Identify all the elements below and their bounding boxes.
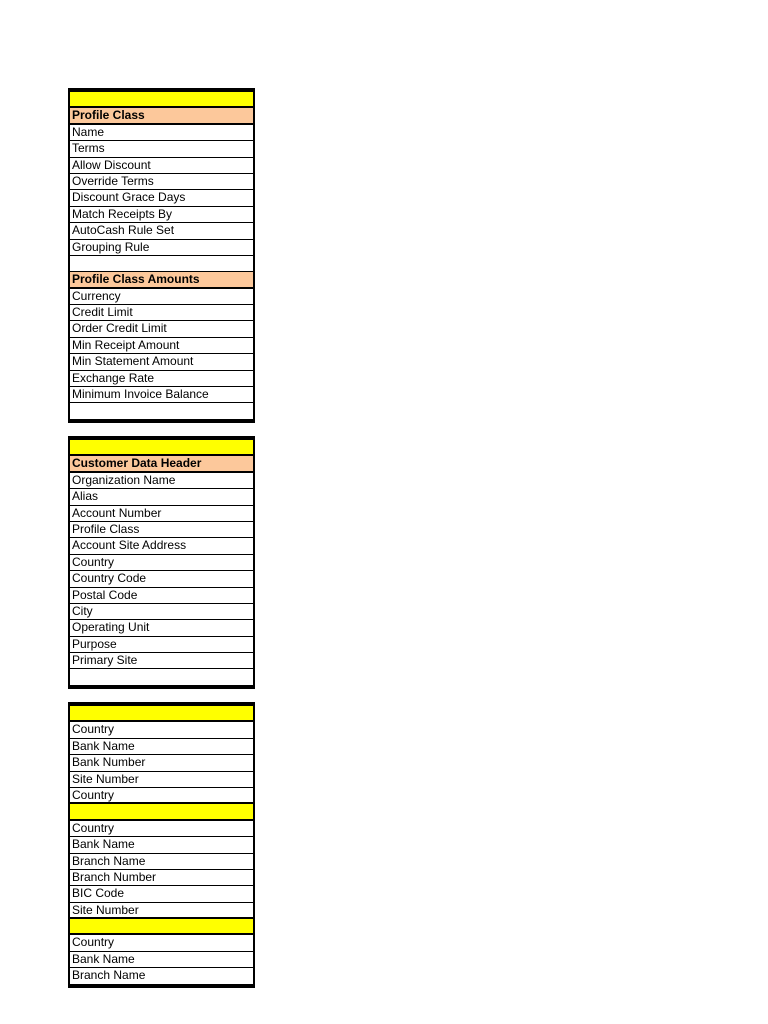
customer-data-table <box>68 436 255 689</box>
blank-cell[interactable] <box>70 256 253 272</box>
field-cell[interactable]: Site Number <box>70 903 253 919</box>
field-cell[interactable]: AutoCash Rule Set <box>70 223 253 239</box>
field-cell[interactable]: Country <box>70 821 253 837</box>
field-cell[interactable]: Discount Grace Days <box>70 190 253 206</box>
profile-class-amounts-header: Profile Class Amounts <box>70 272 253 288</box>
field-cell[interactable]: Credit Limit <box>70 305 253 321</box>
field-cell[interactable]: Minimum Invoice Balance <box>70 387 253 403</box>
field-cell[interactable]: Name <box>70 125 253 141</box>
yellow-band <box>70 92 253 108</box>
field-cell[interactable]: Site Number <box>70 772 253 788</box>
field-cell[interactable]: Organization Name <box>70 473 253 489</box>
field-cell[interactable]: Bank Number <box>70 755 253 771</box>
blank-cell[interactable] <box>70 669 253 685</box>
field-cell[interactable]: Country <box>70 935 253 951</box>
field-cell[interactable]: Account Number <box>70 506 253 522</box>
field-cell[interactable]: Min Statement Amount <box>70 354 253 370</box>
yellow-band <box>70 706 253 722</box>
field-cell[interactable]: Currency <box>70 289 253 305</box>
field-cell[interactable]: Exchange Rate <box>70 371 253 387</box>
field-cell[interactable]: Override Terms <box>70 174 253 190</box>
field-cell[interactable]: Country Code <box>70 571 253 587</box>
field-cell[interactable]: Branch Name <box>70 854 253 870</box>
bank-table <box>68 702 255 988</box>
field-cell[interactable]: Primary Site <box>70 653 253 669</box>
field-cell[interactable]: Match Receipts By <box>70 207 253 223</box>
yellow-band <box>70 919 253 935</box>
field-cell[interactable]: Operating Unit <box>70 620 253 636</box>
field-cell[interactable]: BIC Code <box>70 886 253 902</box>
field-cell[interactable]: Postal Code <box>70 588 253 604</box>
profile-class-table <box>68 88 255 423</box>
field-cell[interactable]: Terms <box>70 141 253 157</box>
field-cell[interactable]: Bank Name <box>70 952 253 968</box>
yellow-band <box>70 804 253 820</box>
field-cell[interactable]: City <box>70 604 253 620</box>
field-cell[interactable]: Branch Number <box>70 870 253 886</box>
field-cell[interactable]: Min Receipt Amount <box>70 338 253 354</box>
field-cell[interactable]: Country <box>70 722 253 738</box>
field-cell[interactable]: Order Credit Limit <box>70 321 253 337</box>
field-cell[interactable]: Account Site Address <box>70 538 253 554</box>
field-cell[interactable]: Country <box>70 788 253 804</box>
field-cell[interactable]: Purpose <box>70 637 253 653</box>
customer-data-header: Customer Data Header <box>70 456 253 472</box>
field-cell[interactable]: Branch Name <box>70 968 253 984</box>
profile-class-header: Profile Class <box>70 108 253 124</box>
field-cell[interactable]: Profile Class <box>70 522 253 538</box>
blank-cell[interactable] <box>70 403 253 419</box>
field-cell[interactable]: Country <box>70 555 253 571</box>
field-cell[interactable]: Allow Discount <box>70 158 253 174</box>
field-cell[interactable]: Bank Name <box>70 739 253 755</box>
yellow-band <box>70 440 253 456</box>
field-cell[interactable]: Bank Name <box>70 837 253 853</box>
field-cell[interactable]: Alias <box>70 489 253 505</box>
field-cell[interactable]: Grouping Rule <box>70 240 253 256</box>
